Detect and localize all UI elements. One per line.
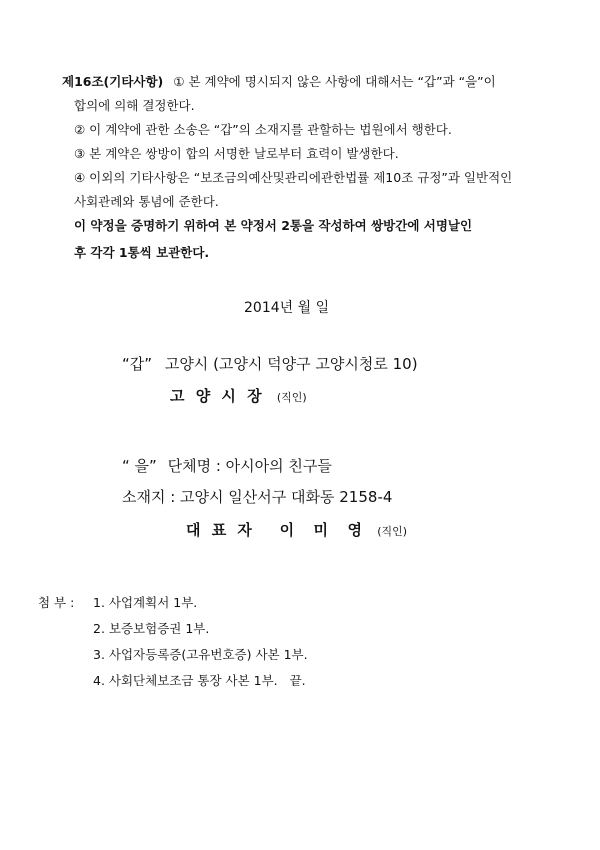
party-a-label: “갑” [122, 355, 153, 373]
clause-4-line-2: 사회관례와 통념에 준한다. [74, 194, 219, 209]
clause-4-line-1: ④ 이외의 기타사항은 “보조금의예산및관리에관한법률 제10조 규정”과 일반적인 [74, 170, 513, 185]
party-b-label: “ 을” [122, 457, 157, 475]
party-a-signer: 고 양 시 장 [170, 387, 265, 405]
article-16-heading: 제16조(기타사항) [62, 74, 164, 89]
party-a-signer-line [170, 385, 307, 406]
clause-1-line-1: ① 본 계약에 명시되지 않은 사항에 대해서는 “갑”과 “을”이 [173, 74, 496, 89]
contract-date: 2014년 월 일 [244, 300, 330, 316]
party-b-signer: 대 표 자 이 미 영 [186, 521, 365, 539]
attachments-label: 첨 부 : [38, 595, 75, 610]
clause-3: ③ 본 계약은 쌍방이 합의 서명한 날로부터 효력이 발생한다. [74, 146, 399, 161]
attachment-item-3: 3. 사업자등록증(고유번호증) 사본 1부. [93, 647, 308, 662]
party-b-line [122, 455, 332, 476]
party-b-address: 소재지 : 고양시 일산서구 대화동 2158-4 [122, 488, 393, 506]
party-a-address: 고양시 (고양시 덕양구 고양시청로 10) [164, 355, 418, 373]
party-a-seal: (직인) [276, 391, 307, 404]
party-b-seal: (직인) [377, 525, 408, 538]
party-b-signer-line [186, 519, 407, 540]
party-b-org: 단체명 : 아시아의 친구들 [167, 457, 332, 475]
attachment-item-2: 2. 보증보험증권 1부. [93, 621, 210, 636]
clause-2: ② 이 계약에 관한 소송은 “갑”의 소재지를 관할하는 법원에서 행한다. [74, 122, 452, 137]
article-16-line-1 [62, 72, 496, 90]
attachment-item-4: 4. 사회단체보조금 통장 사본 1부. 끝. [93, 673, 306, 688]
clause-1-line-2: 합의에 의해 결정한다. [74, 98, 195, 113]
party-a-line [122, 353, 418, 374]
closing-statement-line-1: 이 약정을 증명하기 위하여 본 약정서 2통을 작성하여 쌍방간에 서명날인 [74, 218, 473, 233]
attachment-item-1: 1. 사업계획서 1부. [93, 595, 198, 610]
closing-statement-line-2: 후 각각 1통씩 보관한다. [74, 245, 210, 260]
